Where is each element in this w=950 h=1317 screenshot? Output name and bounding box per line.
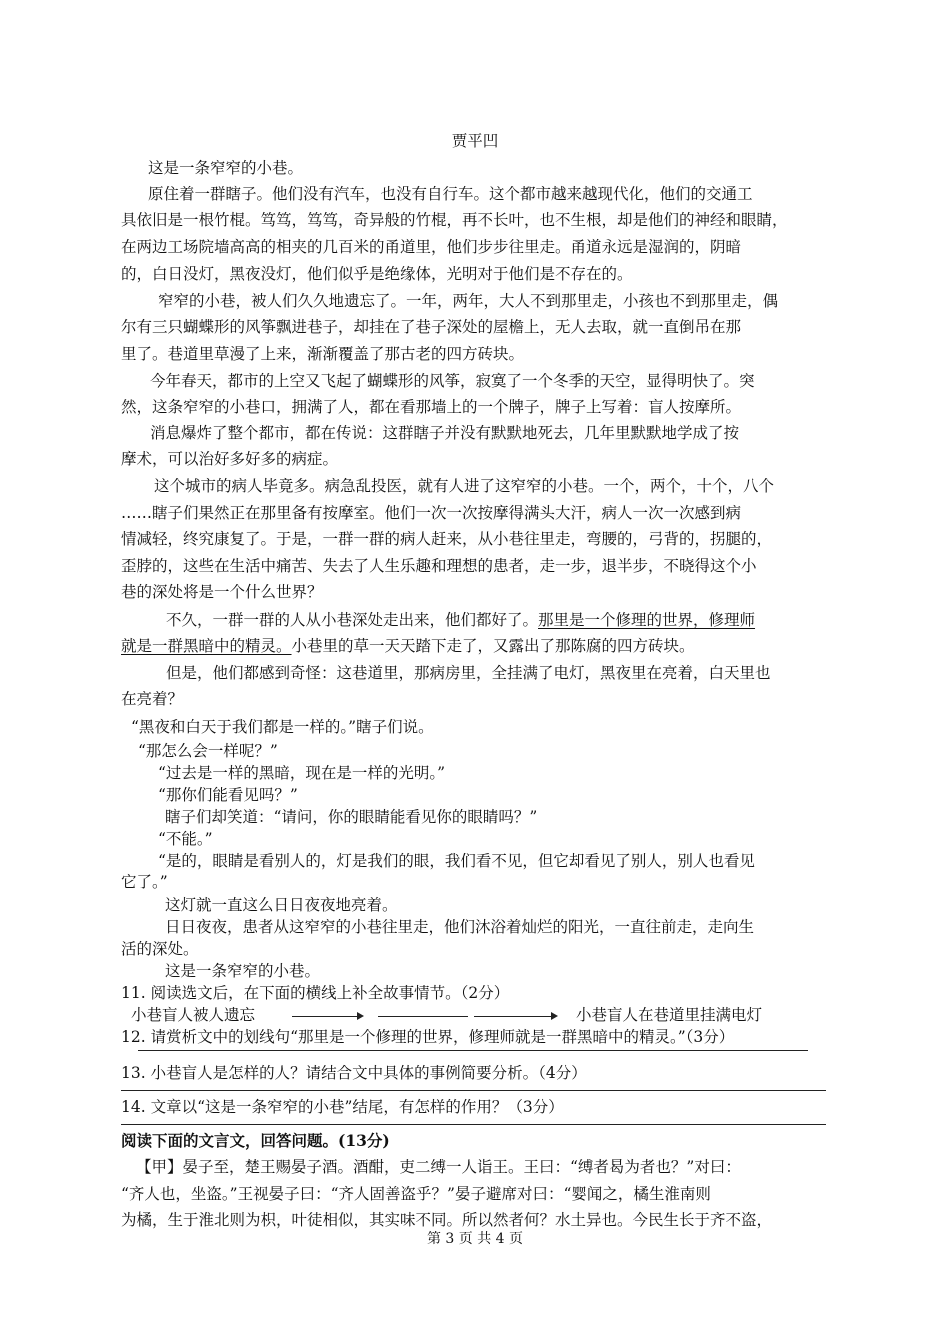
q11-start-event: 小巷盲人被人遗忘 — [131, 1006, 256, 1024]
paragraph-line: 里了。巷道里草漫了上来，渐渐覆盖了那古老的四方砖块。 — [121, 345, 525, 363]
paragraph-line: 然，这条窄窄的小巷口，拥满了人，都在看那墙上的一个牌子，牌子上写着：盲人按摩所。 — [121, 398, 742, 416]
paragraph-line: 今年春天，都市的上空又飞起了蝴蝶形的风筝，寂寞了一个冬季的天空，显得明快了。突 — [150, 372, 755, 390]
paragraph-line: 情减轻，终究康复了。于是，一群一群的病人赶来，从小巷往里走，弯腰的，弓背的，拐腿的， — [121, 530, 773, 548]
paragraph-line: 窄窄的小巷，被人们久久地遗忘了。一年，两年，大人不到那里走，小孩也不到那里走，偶 — [158, 292, 779, 310]
question-12: 12. 请赏析文中的划线句“那里是一个修理的世界，修理师就是一群黑暗中的精灵。”（3分） — [121, 1028, 735, 1046]
arrow-icon — [474, 1016, 556, 1017]
classical-line: 为橘，生于淮北则为枳，叶徒相似，其实味不同。所以然者何？水土异也。今民生长于齐不盗， — [121, 1211, 773, 1229]
plain-text: 小巷里的草一天天踏下走了，又露出了那陈腐的四方砖块。 — [291, 637, 695, 655]
author-name: 贾平凹 — [451, 132, 499, 150]
paragraph-line: 日日夜夜，患者从这窄窄的小巷往里走，他们沐浴着灿烂的阳光，一直往前走，走向生 — [165, 918, 755, 936]
paragraph-line: 活的深处。 — [121, 940, 199, 958]
question-11: 11. 阅读选文后，在下面的横线上补全故事情节。（2分） — [121, 984, 510, 1002]
dialogue-line: “是的，眼睛是看别人的，灯是我们的眼，我们看不见，但它却看见了别人，别人也看见 — [158, 852, 755, 870]
section-heading: 阅读下面的文言文，回答问题。(13分) — [121, 1131, 390, 1150]
underlined-sentence: 就是一群黑暗中的精灵。 — [121, 637, 292, 655]
plain-text: 不久，一群一群的人从小巷深处走出来，他们都好了。 — [166, 611, 539, 629]
underlined-sentence: 那里是一个修理的世界，修理师 — [538, 611, 756, 629]
paragraph-line: 尔有三只蝴蝶形的风筝飘进巷子，却挂在了巷子深处的屋檐上，无人去取，就一直倒吊在那 — [121, 318, 742, 336]
arrow-icon — [292, 1016, 362, 1017]
paragraph-line: 这是一条窄窄的小巷。 — [165, 962, 321, 980]
paragraph-line: 这是一条窄窄的小巷。 — [148, 159, 304, 177]
paragraph-line: 但是，他们都感到奇怪：这巷道里，那病房里，全挂满了电灯，黑夜里在亮着，白天里也 — [166, 664, 771, 682]
paragraph-line: 的，白日没灯，黑夜没灯，他们似乎是绝缘体，光明对于他们是不存在的。 — [121, 265, 633, 283]
dialogue-line: “不能。” — [158, 830, 213, 848]
paragraph-line: 摩术，可以治好多好多的病症。 — [121, 450, 339, 468]
paragraph-line: 这个城市的病人毕竟多。病急乱投医，就有人进了这窄窄的小巷。一个，两个，十个，八个 — [154, 477, 775, 495]
dialogue-line: “那你们能看见吗？” — [158, 786, 298, 804]
question-13: 13. 小巷盲人是怎样的人？请结合文中具体的事例简要分析。（4分） — [121, 1064, 587, 1082]
paragraph-line: 原住着一群瞎子。他们没有汽车，也没有自行车。这个都市越来越现代化，他们的交通工 — [148, 185, 753, 203]
paragraph-line: 在两边工场院墙高高的相夹的几百米的甬道里，他们步步往里走。甬道永远是湿润的，阴暗 — [121, 238, 742, 256]
dialogue-line: “过去是一样的黑暗，现在是一样的光明。” — [158, 764, 446, 782]
paragraph-line: ……瞎子们果然正在那里备有按摩室。他们一次一次按摩得满头大汗，病人一次一次感到病 — [121, 504, 742, 522]
dialogue-line: “那怎么会一样呢？” — [138, 742, 278, 760]
question-14: 14. 文章以“这是一条窄窄的小巷”结尾，有怎样的作用？（3分） — [121, 1098, 564, 1116]
dialogue-line: 它了。” — [121, 873, 168, 891]
dialogue-line: 瞎子们却笑道：“请问，你的眼睛能看见你的眼睛吗？” — [165, 808, 538, 826]
answer-line[interactable] — [121, 1090, 826, 1091]
dialogue-line: “黑夜和白天于我们都是一样的。”瞎子们说。 — [131, 718, 434, 736]
paragraph-line — [121, 635, 695, 657]
paragraph-line: 具依旧是一根竹棍。笃笃，笃笃，奇异般的竹棍，再不长叶，也不生根，却是他们的神经和眼睛， — [121, 211, 788, 229]
paragraph-line: 歪脖的，这些在生活中痛苦、失去了人生乐趣和理想的患者，走一步，退半步，不晓得这个小 — [121, 557, 757, 575]
classical-line: 【甲】晏子至，楚王赐晏子酒。酒酣，吏二缚一人诣王。王曰：“缚者曷为者也？”对曰： — [136, 1158, 741, 1176]
answer-line[interactable] — [138, 1050, 808, 1051]
paragraph-line: 巷的深处将是一个什么世界？ — [121, 583, 323, 601]
paragraph-line — [166, 609, 755, 631]
paragraph-line: 这灯就一直这么日日夜夜地亮着。 — [165, 896, 398, 914]
classical-line: “齐人也，坐盗。”王视晏子曰：“齐人固善盗乎？”晏子避席对曰：“婴闻之，橘生淮南则 — [121, 1185, 711, 1203]
paragraph-line: 在亮着？ — [121, 690, 184, 708]
paragraph-line: 消息爆炸了整个都市，都在传说：这群瞎子并没有默默地死去，几年里默默地学成了按 — [150, 424, 740, 442]
q11-answer-line[interactable] — [378, 1016, 468, 1017]
q11-end-event: 小巷盲人在巷道里挂满电灯 — [576, 1006, 763, 1024]
page-footer: 第 3 页 共 4 页 — [426, 1231, 524, 1247]
answer-line[interactable] — [121, 1124, 826, 1125]
